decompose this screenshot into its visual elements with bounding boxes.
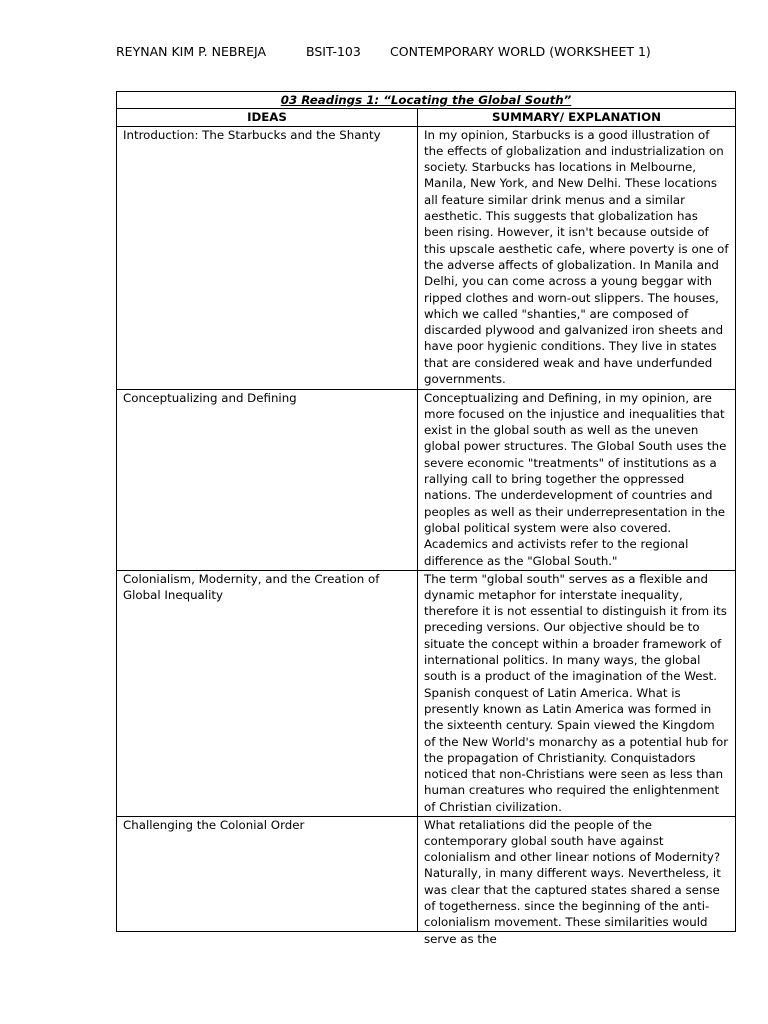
table-caption-row <box>117 92 736 109</box>
summary-cell <box>418 816 736 946</box>
document-header <box>116 44 656 61</box>
idea-cell: Conceptualizing and Defining <box>117 389 418 570</box>
summary-cell: The term "global south" serves as a flexible and dynamic metaphor for interstate inequality, therefore it is not essential to distinguish it from its preceding versions. Our objective should be to situate the concept within a broader framework of international politics. In many ways, the global south is a product of the imagination of the West. Spanish conquest of Latin America. What is presently known as Latin America was formed in the sixteenth century. Spain viewed the Kingdom of the New World's monarchy as a potential hub for the propagation of Christianity. Conquistadors noticed that non-Christians were seen as less than human creatures who required the enlightenment of Christian civilization. <box>418 570 736 816</box>
table-row <box>117 816 736 931</box>
table-caption: 03 Readings 1: “Locating the Global South” <box>117 92 736 109</box>
idea-cell: Introduction: The Starbucks and the Shanty <box>117 126 418 389</box>
table-row <box>117 570 736 816</box>
course-code: BSIT-103 <box>306 44 361 59</box>
student-name: REYNAN KIM P. NEBREJA <box>116 44 267 59</box>
summary-cell: Conceptualizing and Defining, in my opinion, are more focused on the injustice and inequalities that exist in the global south as well as the uneven global power structures. The Global South uses the severe economic "treatments" of institutions as a rallying call to bring together the oppressed nations. The underdevelopment of countries and peoples as well as their underrepresentation in the global political system were also covered. Academics and activists refer to the regional difference as the "Global South." <box>418 389 736 570</box>
table-row <box>117 126 736 389</box>
summary-text: What retaliations did the people of the contemporary global south have against colonialism and other linear notions of Modernity? Naturally, in many different ways. Nevertheless, it was clear that the captured states shared a sense of togetherness. since the beginning of the anti-colonialism movement. These similarities would serve as the <box>424 817 721 946</box>
worksheet-table <box>116 91 736 946</box>
worksheet-title: CONTEMPORARY WORLD (WORKSHEET 1) <box>390 44 651 59</box>
table-header-row <box>117 109 736 126</box>
summary-cell: In my opinion, Starbucks is a good illustration of the effects of globalization and industrialization on society. Starbucks has locations in Melbourne, Manila, New York, and New Delhi. These locations all feature similar drink menus and a similar aesthetic. This suggests that globalization has been rising. However, it isn't because outside of this upscale aesthetic cafe, where poverty is one of the adverse affects of globalization. In Manila and Delhi, you can come across a young beggar with ripped clothes and worn-out slippers. The houses, which we called "shanties," are composed of discarded plywood and galvanized iron sheets and have poor hygienic conditions. They live in states that are considered weak and have underfunded governments. <box>418 126 736 389</box>
table-row <box>117 389 736 570</box>
column-header-summary: SUMMARY/ EXPLANATION <box>418 109 736 126</box>
column-header-ideas: IDEAS <box>117 109 418 126</box>
idea-cell: Challenging the Colonial Order <box>117 816 418 931</box>
idea-cell: Colonialism, Modernity, and the Creation of Global Inequality <box>117 570 418 816</box>
